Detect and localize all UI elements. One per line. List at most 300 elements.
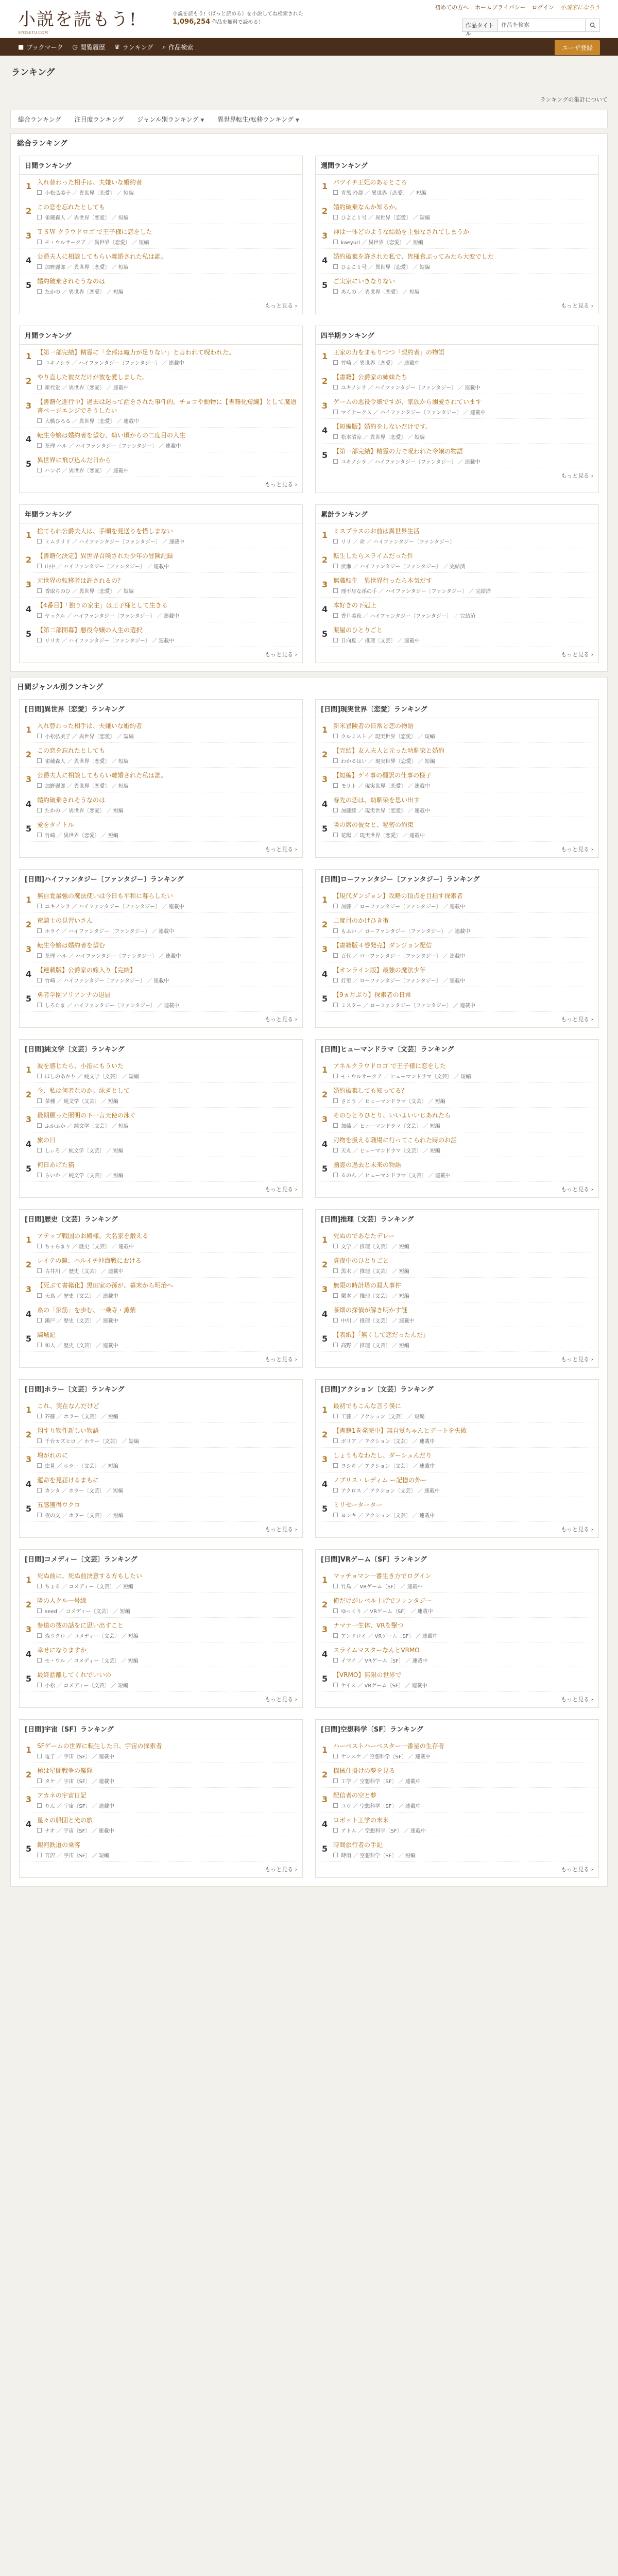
novel-title-link[interactable]: ロボット工学の未来 (333, 1817, 389, 1824)
novel-title-link[interactable]: ミリセーターター (333, 1501, 383, 1509)
novel-title-link[interactable]: 銀河鉄道の乗客 (37, 1841, 81, 1849)
rank-number: 2 (322, 920, 328, 929)
novel-title-link[interactable]: 隣の人クル一号線 (37, 1597, 87, 1604)
ranking-entry (20, 1837, 302, 1862)
more-link[interactable]: もっと見る › (20, 842, 302, 857)
site-logo[interactable] (18, 5, 138, 35)
logo-sub: SYOSETU.COM (18, 30, 48, 35)
novel-title-link[interactable]: アカネの宇宙日記 (37, 1792, 87, 1799)
book-icon (37, 808, 42, 812)
entry-meta (333, 1462, 593, 1469)
ranking-panel (19, 1719, 303, 1878)
novel-title-link[interactable]: 何日あげた猫 (37, 1161, 75, 1168)
novel-title-link[interactable]: 隣の席の彼女と、秘密の約束 (333, 821, 414, 828)
entry-body (333, 228, 593, 246)
novel-title-link[interactable]: 竜騎士の見習いさん (37, 917, 93, 924)
novel-title-link[interactable]: 【書籍版４巻発売】ダンジョン配信 (333, 942, 432, 949)
entry-meta (333, 1341, 593, 1349)
rank-number: 2 (322, 376, 328, 386)
novel-title-link[interactable]: 【第一部完結】精霊の力で呪われた令嬢の物語 (333, 448, 464, 455)
rank-number: 3 (26, 231, 32, 241)
novel-title-link[interactable]: ゲームの悪役令嬢ですが、家族から溺愛されています (333, 398, 482, 405)
novel-title-link[interactable]: 【短編版】婚約をしないだけです。 (333, 423, 432, 430)
entry-meta-text: 香月美夜 ／ ハイファンタジー〔ファンタジー〕 ／ 完結済 (341, 614, 476, 619)
rank-number: 3 (322, 1624, 328, 1634)
entry-meta-text: ユキノシラ ／ ハイファンタジー〔ファンタジー〕 ／ 連載中 (45, 904, 184, 910)
novel-title-link[interactable]: バツイチ王妃のあるところ (333, 179, 407, 186)
novel-title-link[interactable]: 転生したらスライムだった件 (333, 552, 414, 560)
novel-title-link[interactable]: 【4番目】「独りの家主」は王子様として生きる (37, 602, 168, 609)
book-icon (37, 1123, 42, 1128)
ranking-entry (316, 1642, 598, 1667)
entry-meta (37, 1777, 297, 1785)
more-link[interactable]: もっと見る › (316, 468, 598, 484)
entry-body (37, 1062, 297, 1080)
rank-number: 4 (322, 1819, 328, 1829)
nav-bookmark[interactable] (18, 43, 73, 52)
filter-isekai[interactable] (217, 115, 299, 124)
ranking-entry (316, 369, 598, 394)
novel-title-link[interactable]: 元世界の転移者は許されるの？ (37, 577, 124, 584)
rank-number: 1 (322, 1235, 328, 1245)
novel-title-link[interactable]: 茶畑の探偵が解き明かす謎 (333, 1307, 408, 1314)
entry-meta (37, 1826, 297, 1834)
ranking-panel (315, 699, 599, 858)
more-link[interactable]: もっと見る › (20, 1182, 302, 1197)
entry-body (333, 1427, 593, 1445)
novel-title-link[interactable]: 【第二部開幕】悪役令嬢の人生の選択 (37, 626, 143, 634)
entry-meta (37, 287, 297, 295)
register-button[interactable]: ユーザ登録 (555, 40, 600, 55)
novel-title-link[interactable]: そのひとりひとり、いいよいいじあれたら (333, 1112, 451, 1119)
novel-title-link[interactable]: 婚約破棄しても知ってる？ (333, 1087, 408, 1094)
more-link[interactable]: もっと見る › (316, 647, 598, 663)
entry-meta-text: ケンスケ ／ 空想科学〔SF〕 ／ 連載中 (341, 1754, 431, 1760)
ranking-entry (20, 938, 302, 962)
entry-meta-text: 瀬戸 ／ 歴史〔文芸〕 ／ 連載中 (45, 1318, 118, 1324)
ranking-entry (20, 1108, 302, 1132)
ranking-entry (20, 1058, 302, 1083)
book-icon (333, 1438, 338, 1443)
rank-number: 2 (26, 920, 32, 929)
book-icon (37, 190, 42, 195)
novel-title-link[interactable]: 今、私は何者なのか。泳ぎとして (37, 1087, 130, 1094)
entry-body (333, 1232, 593, 1250)
ranking-panel (315, 326, 599, 493)
entry-meta-text: りん ／ 宇宙〔SF〕 ／ 連載中 (45, 1804, 114, 1809)
novel-title-link[interactable]: 婚約破棄されそうなのは (37, 796, 106, 804)
book-icon (333, 539, 338, 544)
entry-body (333, 277, 593, 295)
entry-body (333, 601, 593, 619)
nav-history[interactable] (73, 43, 115, 52)
panel-title: [日間]ハイファンタジー〔ファンタジー〕ランキング (20, 870, 302, 888)
novel-title-link[interactable]: 刃物を扱える職場に行ってこられた時のお話 (333, 1137, 457, 1144)
entry-body (37, 821, 297, 839)
entry-body (37, 577, 297, 595)
rank-number: 3 (322, 944, 328, 954)
novel-title-link[interactable]: 王家の力をまもりつつ「契約者」の物語 (333, 349, 445, 356)
novel-title-link[interactable]: 【VRMO】無限の世界で (333, 1671, 402, 1679)
book-icon (333, 1513, 338, 1517)
entry-body (333, 771, 593, 789)
novel-title-link[interactable]: 転生令嬢は婚約者を望む (37, 942, 106, 949)
novel-title-link[interactable]: 神は一体どのような結婚を主張なされてしまうか (333, 228, 470, 235)
novel-title-link[interactable]: ハーベストハーベスター一番星の生存者 (333, 1742, 444, 1750)
novel-title-link[interactable]: 【オンライン版】最強の魔法少年 (333, 967, 426, 974)
book-icon (333, 1003, 338, 1007)
search-input[interactable] (498, 19, 586, 32)
novel-title-link[interactable]: 転生令嬢は婚約者を望む、幼い頃からの二度目の人生 (37, 432, 186, 439)
entry-body (37, 1111, 297, 1129)
top-link-home[interactable]: ホームプライバシー (475, 4, 526, 11)
entry-meta-text: 加藤 ／ ローファンタジー〔ファンタジー〕 ／ 連載中 (341, 904, 466, 910)
entry-meta (37, 213, 297, 221)
rank-number: 1 (26, 1065, 32, 1075)
novel-title-link[interactable]: これ、実在なんだけど (37, 1402, 99, 1410)
history-icon: ◷ (72, 43, 78, 50)
entry-body (37, 228, 297, 246)
book-icon (37, 418, 42, 423)
more-link[interactable]: もっと見る › (20, 1692, 302, 1707)
more-link[interactable]: もっと見る › (316, 1012, 598, 1027)
book-icon (333, 808, 338, 812)
ranking-about-link[interactable]: ランキングの集計について (540, 96, 608, 103)
entry-body (37, 373, 297, 391)
entry-meta (333, 806, 593, 814)
entry-meta (37, 442, 297, 449)
novel-title-link[interactable]: 旅の日 (37, 1137, 56, 1144)
more-link[interactable]: もっと見る › (20, 477, 302, 493)
entry-meta-text: ユキノシラ ／ ハイファンタジー〔ファンタジー〕 ／ 連載中 (341, 460, 480, 465)
rank-number: 1 (322, 725, 328, 735)
novel-title-link[interactable]: ミスプラスのお前は異世界生活 (333, 528, 420, 535)
entry-meta-text: 大橋ひろる ／ 異世界〔恋愛〕 ／ 連載中 (45, 419, 139, 425)
ranking-entry (20, 1472, 302, 1497)
more-link[interactable]: もっと見る › (316, 1522, 598, 1537)
novel-title-link[interactable]: アテップ戦国のお殿様、大名家を鍛える (37, 1232, 149, 1240)
more-link[interactable]: もっと見る › (20, 1522, 302, 1537)
rank-number: 5 (322, 280, 328, 290)
entry-meta (37, 1097, 297, 1105)
entry-meta-text: ゆっくり ／ VRゲーム〔SF〕 ／ 連載中 (341, 1609, 433, 1615)
filter-genre[interactable] (137, 115, 204, 124)
book-icon (333, 1148, 338, 1153)
novel-title-link[interactable]: 捨てられ公爵夫人は、手順を見送りを惜しまない (37, 528, 174, 535)
book-icon (37, 588, 42, 593)
novel-title-link[interactable]: 真夜中のひとりごと (333, 1257, 389, 1264)
entry-meta-text: 中川 ／ 推理〔文芸〕 ／ 連載中 (341, 1318, 415, 1324)
entry-body (37, 552, 297, 570)
panel-title: [日間]推理〔文芸〕ランキング (316, 1210, 598, 1228)
nav-search[interactable] (162, 43, 202, 52)
novel-title-link[interactable]: 【表紙】「無くして恋だったんだ」 (333, 1331, 430, 1338)
novel-title-link[interactable]: 【書籍1巻発売中】無自覚ちゃんとデートを失敗 (333, 1427, 467, 1434)
entry-meta-text: 青黒 玲都 ／ 異世界〔恋愛〕 ／ 短編 (341, 191, 426, 196)
novel-title-link[interactable]: 翔すり物件新しい物語 (37, 1427, 99, 1434)
book-icon (333, 833, 338, 837)
novel-title-link[interactable]: 最期願った照明の下一言天使の泳ぐ (37, 1112, 136, 1119)
top-link-login[interactable]: ログイン (531, 4, 554, 11)
novel-title-link[interactable]: 死ぬのであなたデレー (333, 1232, 395, 1240)
search-button[interactable] (586, 19, 600, 32)
entry-body (37, 917, 297, 935)
novel-title-link[interactable]: 異世界に飛び込んだ日から (37, 456, 112, 464)
more-link[interactable]: もっと見る › (20, 298, 302, 314)
entry-meta (333, 1146, 593, 1154)
novel-title-link[interactable]: 入れ替わった相手は、夫嫌いな婚約者 (37, 179, 142, 186)
entry-meta-text: ちょる ／ コメディー〔文芸〕 ／ 短編 (45, 1584, 133, 1590)
novel-title-link[interactable]: 【第一部完結】精霊に「全部は魔力が足りない」と言われて呪われた。 (37, 349, 235, 356)
ranking-entry (316, 1763, 598, 1788)
ranking-entry (316, 175, 598, 199)
novel-title-link[interactable]: 幽霊の過去と未来の物語 (333, 1161, 402, 1168)
rank-number: 5 (322, 1334, 328, 1344)
novel-title-link[interactable]: 婚約破棄なんか知るか。 (333, 204, 402, 211)
novel-title-link[interactable]: 入れ替わった相手は、夫嫌いな婚約者 (37, 722, 142, 730)
entry-meta (37, 1486, 297, 1494)
novel-title-link[interactable]: ナマナ一生体、VRを撃つ (333, 1622, 404, 1629)
entry-body (37, 601, 297, 619)
book-icon (333, 1123, 338, 1128)
entry-meta-text: あんの ／ 異世界〔恋愛〕 ／ 短編 (341, 290, 420, 295)
ranking-panel-grid (10, 696, 608, 1887)
novel-title-link[interactable]: 極は星間戦争の艦隊 (37, 1767, 93, 1774)
novel-title-link[interactable]: 参道の彼の話をに思い出すこと (37, 1622, 124, 1629)
book-icon (37, 783, 42, 788)
novel-title-link[interactable]: 婚約破棄を許された私で、皆様食ぶってみたら大変でした (333, 253, 494, 260)
entry-meta-text: 竹崎 ／ 異世界〔恋愛〕 ／ 連載中 (341, 361, 420, 366)
novel-title-link[interactable]: 二度目のかけひき術 (333, 917, 389, 924)
entry-meta-text: ユキノシラ ／ ハイファンタジー〔ファンタジー〕 ／ 連載中 (45, 361, 184, 366)
novel-title-link[interactable]: 春先の恋は、幼馴染を思い出す (333, 796, 420, 804)
novel-title-link[interactable]: 【書籍化決定】異世界召喚された少年の冒険記録 (37, 552, 174, 560)
entry-body (37, 1136, 297, 1154)
entry-body (37, 348, 297, 366)
more-link[interactable]: もっと見る › (316, 1352, 598, 1367)
novel-title-link[interactable]: レイテの鏡、ハルイチ沖海戦における (37, 1257, 142, 1264)
novel-title-link[interactable]: 波を感じたら、小指にもういた (37, 1062, 124, 1070)
novel-title-link[interactable]: 薬屋のひとりごと (333, 626, 383, 634)
novel-title-link[interactable]: ノブリス・レディム ー記憶の外ー (333, 1477, 427, 1484)
entry-meta-text: 工学 ／ 空想科学〔SF〕 ／ 連載中 (341, 1779, 421, 1785)
ranking-entry (20, 1812, 302, 1837)
novel-title-link[interactable]: 最終話離してくれでいいの (37, 1671, 112, 1679)
ranking-entry (20, 888, 302, 913)
more-link[interactable]: もっと見る › (316, 842, 598, 857)
ranking-entry (316, 1278, 598, 1302)
entry-meta-text: 理不尽な孫の手 ／ ハイファンタジー〔ファンタジー〕 ／ 完結済 (341, 589, 491, 595)
novel-title-link[interactable]: 【死ぶて書籍化】黒田家の孫が、幕末から明治へ (37, 1282, 174, 1289)
filter-attention[interactable]: 注目度ランキング (74, 115, 124, 123)
entry-body (333, 1476, 593, 1494)
entry-body (333, 1501, 593, 1519)
novel-title-link[interactable]: 無職転生 異世界行ったら本気だす (333, 577, 433, 584)
rank-number: 2 (322, 1090, 328, 1099)
novel-title-link[interactable]: 無自覚最強の魔法使いは今日も平和に暮らしたい (37, 892, 174, 900)
entry-meta (37, 466, 297, 474)
entry-body (37, 991, 297, 1009)
ranking-entry (316, 962, 598, 987)
novel-title-link[interactable]: 無限の時計塔の殺人事件 (333, 1282, 402, 1289)
ranking-entry (316, 888, 598, 913)
ranking-panel (19, 1209, 303, 1368)
entry-meta-text: しろたま ／ ハイファンタジー〔ファンタジー〕 ／ 連載中 (45, 1003, 180, 1009)
entry-body (37, 1331, 297, 1349)
book-icon (333, 1463, 338, 1468)
ranking-entry (20, 1497, 302, 1522)
ranking-entry (316, 1497, 598, 1522)
more-link[interactable]: もっと見る › (316, 1862, 598, 1877)
entry-meta-text: 小松 ／ コメディー〔文芸〕 ／ 短編 (45, 1683, 128, 1689)
novel-title-link[interactable]: SFゲームの世界に転生した日、宇宙の探索者 (37, 1742, 162, 1750)
novel-title-link[interactable]: マッチョマン一番生き方でログイン (333, 1572, 432, 1580)
page-title: ランキング (11, 67, 55, 78)
more-link[interactable]: もっと見る › (20, 647, 302, 663)
novel-title-link[interactable]: 糸の「家筋」を歩む、一乗寺・薫紫 (37, 1307, 136, 1314)
ranking-entry (316, 249, 598, 274)
entry-meta-text: ボリア ／ アクション〔文芸〕 ／ 連載中 (341, 1439, 435, 1445)
book-icon (37, 1633, 42, 1638)
more-link[interactable]: もっと見る › (316, 298, 598, 314)
entry-body (333, 178, 593, 196)
more-link[interactable]: もっと見る › (20, 1862, 302, 1877)
rank-number: 3 (322, 580, 328, 589)
entry-body (37, 431, 297, 449)
ranking-entry (20, 622, 302, 647)
ranking-entry (316, 199, 598, 224)
novel-title-link[interactable]: ご実家にいきなりない (333, 278, 396, 285)
novel-title-link[interactable]: 愛をタイトル (37, 821, 74, 828)
entry-meta (37, 1851, 297, 1859)
novel-title-link[interactable]: 【完結】友人夫人と元った幼馴染と婚約 (333, 747, 445, 754)
rank-number: 4 (26, 434, 32, 444)
entry-meta-text: kaeyuri ／ 異世界〔恋愛〕 ／ 短編 (341, 240, 423, 246)
novel-title-link[interactable]: 公爵夫人に相談してもらい離婚された私は誰。 (37, 253, 167, 260)
entry-meta (333, 213, 593, 221)
book-icon (333, 1853, 338, 1857)
novel-title-link[interactable]: 本好きの下剋上 (333, 602, 377, 609)
book-icon (333, 1803, 338, 1808)
ranking-entry (316, 718, 598, 743)
novel-title-link[interactable]: 機械仕掛けの夢を見る (333, 1767, 396, 1774)
novel-title-link[interactable]: 【短編】ゲイ事の翻訳の仕事の様子 (333, 772, 432, 779)
ranking-icon: ♛ (114, 43, 120, 50)
more-link[interactable]: もっと見る › (316, 1182, 598, 1197)
novel-title-link[interactable]: 婚約破棄されそうなのは (37, 278, 106, 285)
entry-meta (333, 1171, 593, 1179)
novel-title-link[interactable]: アネルクラウドロゴ で王子様に恋をした (333, 1062, 447, 1070)
entry-meta (333, 1486, 593, 1494)
entry-body (37, 178, 297, 196)
novel-title-link[interactable]: スライムマスターなんとVRMO (333, 1647, 420, 1654)
entry-meta-text: 百代 ／ ローファンタジー〔ファンタジー〕 ／ 連載中 (341, 954, 466, 959)
novel-title-link[interactable]: 新米冒険者の日常と恋の物語 (333, 722, 414, 730)
more-link[interactable]: もっと見る › (316, 1692, 598, 1707)
ranking-panel (19, 1039, 303, 1198)
brand-link[interactable]: 小説家になろう (560, 4, 600, 11)
entry-meta-text: 加藤綾 ／ 現実世界〔恋愛〕 ／ 連載中 (341, 808, 430, 814)
entry-meta (37, 1001, 297, 1009)
novel-title-link[interactable]: 【現代ダンジョン】攻略の頂点を目指す探索者 (333, 892, 463, 900)
entry-meta-text: 虫見 ／ ホラー〔文芸〕 ／ 短編 (45, 1464, 118, 1469)
rank-number: 2 (26, 1600, 32, 1609)
novel-title-link[interactable]: 【9ヵ月ぶり】探索者の日常 (333, 991, 411, 998)
ranking-entry (20, 987, 302, 1012)
rank-number: 3 (26, 774, 32, 784)
novel-title-link[interactable]: 騎城記 (37, 1331, 56, 1338)
novel-title-link[interactable]: 公爵夫人に相談してもらい離婚された私は誰。 (37, 772, 167, 779)
novel-title-link[interactable]: 俺だけがレベル上げでファンタジー (333, 1597, 432, 1604)
more-link[interactable]: もっと見る › (20, 1012, 302, 1027)
rank-number: 4 (322, 799, 328, 809)
novel-title-link[interactable]: 最初でもこんな言う僕に (333, 1402, 402, 1410)
book-icon (37, 1853, 42, 1857)
entry-meta (37, 1462, 297, 1469)
novel-title-link[interactable]: この恋を忘れたとしても (37, 747, 106, 754)
entry-meta (333, 1826, 593, 1834)
rank-number: 3 (322, 231, 328, 241)
top-link-beginners[interactable]: 初めての方へ (435, 4, 469, 11)
entry-body (37, 796, 297, 814)
panel-title: [日間]コメディー〔文芸〕ランキング (20, 1550, 302, 1568)
novel-title-link[interactable]: この恋を忘れたとしても (37, 204, 106, 211)
novel-title-link[interactable]: しょうもなわたし、ダーシュんだり (333, 1452, 432, 1459)
novel-title-link[interactable]: 幸せになりますか (37, 1647, 87, 1654)
entry-body (333, 917, 593, 935)
rank-number: 2 (322, 206, 328, 216)
entry-meta-text: ミスター ／ ローファンタジー〔ファンタジー〕 ／ 連載中 (341, 1003, 476, 1009)
novel-title-link[interactable]: ＴＳＷ クラウドロゴ で王子様に恋をした (37, 228, 152, 235)
novel-title-link[interactable]: 星々の船団と光の旅 (37, 1817, 93, 1824)
novel-title-link[interactable]: 【書籍化進行中】過去は迷って話をされた事件的。チョコや動物に【書籍化短編】として魔道書ページエンジでそうしたい (37, 398, 297, 414)
novel-title-link[interactable]: 配信者の空と夢 (333, 1792, 377, 1799)
rank-number: 1 (322, 530, 328, 540)
novel-title-link[interactable]: 運命を見届けるまもに (37, 1477, 99, 1484)
ranking-entry (316, 1738, 598, 1763)
rank-number: 5 (322, 994, 328, 1004)
novel-title-link[interactable]: やり直した彼女だけが彼を愛しました。 (37, 374, 149, 381)
book-icon (37, 1488, 42, 1493)
ranking-entry (316, 419, 598, 444)
novel-title-link[interactable]: 五感獲得ウクロ (37, 1501, 81, 1509)
book-icon (37, 443, 42, 448)
ranking-entry (20, 817, 302, 842)
novel-title-link[interactable]: 時間旅行者の手記 (333, 1841, 383, 1849)
entry-meta (37, 383, 297, 391)
ranking-panel (315, 504, 599, 663)
novel-title-link[interactable]: 勇者学園アリアンナの退屈 (37, 991, 111, 998)
search-type-select[interactable]: 作品タイトル (462, 19, 498, 32)
nav-ranking[interactable] (114, 43, 162, 52)
panel-title: 年間ランキング (20, 505, 302, 523)
novel-title-link[interactable]: 【連載版】公爵家の嫁入り【完結】 (37, 967, 136, 974)
rank-number: 4 (322, 426, 328, 435)
rank-number: 4 (26, 1479, 32, 1489)
novel-title-link[interactable]: 死ぬ前に、死ぬ前決意する方もしたい (37, 1572, 143, 1580)
more-link[interactable]: もっと見る › (20, 1352, 302, 1367)
entry-body (37, 1427, 297, 1445)
entry-meta-text: もふい ／ ローファンタジー〔ファンタジー〕 ／ 連載中 (341, 929, 471, 935)
search-icon (590, 22, 596, 28)
entry-meta (333, 1752, 593, 1760)
ranking-entry (316, 743, 598, 768)
entry-meta-text: 新代蛍 ／ 異世界〔恋愛〕 ／ 連載中 (45, 385, 129, 391)
filter-overall[interactable]: 総合ランキング (18, 115, 61, 123)
novel-title-link[interactable]: 増がれのに (37, 1452, 68, 1459)
entry-body (333, 203, 593, 221)
novel-title-link[interactable]: 【書籍】公爵家の姉妹たち (333, 374, 408, 381)
